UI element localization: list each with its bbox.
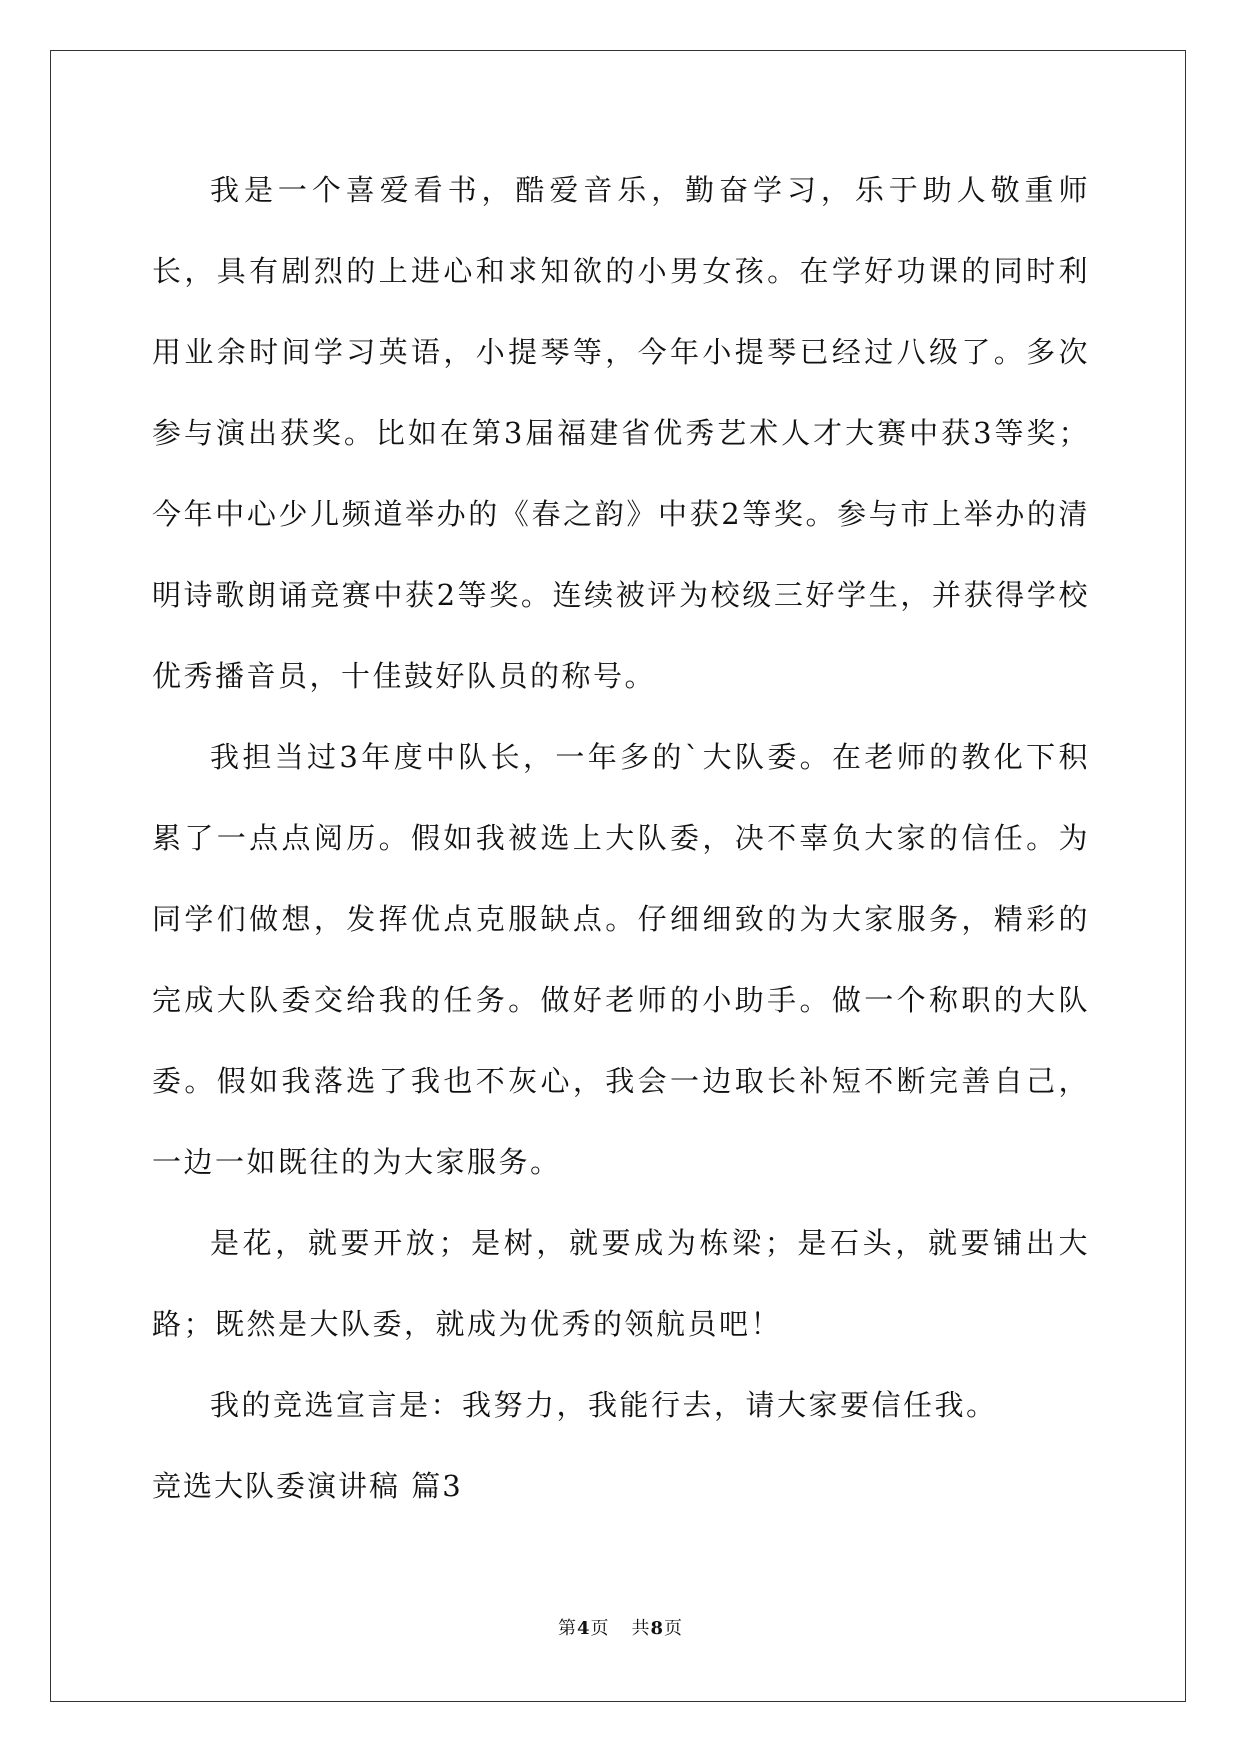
footer-page-suffix: 页 (590, 1618, 610, 1639)
paragraph-3: 是花，就要开放；是树，就要成为栋梁；是石头，就要铺出大路；既然是大队委，就成为优秀的领航员吧！ (152, 1226, 1090, 1341)
paragraph-1: 我是一个喜爱看书，酷爱音乐，勤奋学习，乐于助人敬重师长，具有剧烈的上进心和求知欲的小男女孩。在学好功课的同时利用业余时间学习英语，小提琴等，今年小提琴已经过八级了。多次参与演出获奖。比如在第3届福建省优秀艺术人才大赛中获3等奖；今年中心少儿频道举办的《春之韵》中获2等奖。参与市上举办的清明诗歌朗诵竞赛中获2等奖。连续被评为校级三好学生，并获得学校优秀播音员，十佳鼓好队员的称号。 (152, 173, 1090, 693)
paragraph-4: 我的竞选宣言是：我努力，我能行去，请大家要信任我。 (210, 1388, 998, 1422)
current-page-number: 4 (576, 1618, 591, 1639)
paragraph-2: 我担当过3年度中队长，一年多的`大队委。在老师的教化下积累了一点点阅历。假如我被选上大队委，决不辜负大家的信任。为同学们做想，发挥优点克服缺点。仔细细致的为大家服务，精彩的完成大队委交给我的任务。做好老师的小助手。做一个称职的大队委。假如我落选了我也不灰心，我会一边取长补短不断完善自己，一边一如既往的为大家服务。 (152, 740, 1090, 1179)
footer-total-suffix: 页 (664, 1618, 684, 1639)
page-footer (0, 1614, 1241, 1640)
section-heading: 竞选大队委演讲稿 篇3 (152, 1469, 463, 1503)
total-pages-number: 8 (650, 1618, 665, 1639)
document-body (152, 150, 1090, 1527)
footer-prefix: 第 (557, 1618, 577, 1639)
footer-total-prefix: 共 (631, 1618, 651, 1639)
